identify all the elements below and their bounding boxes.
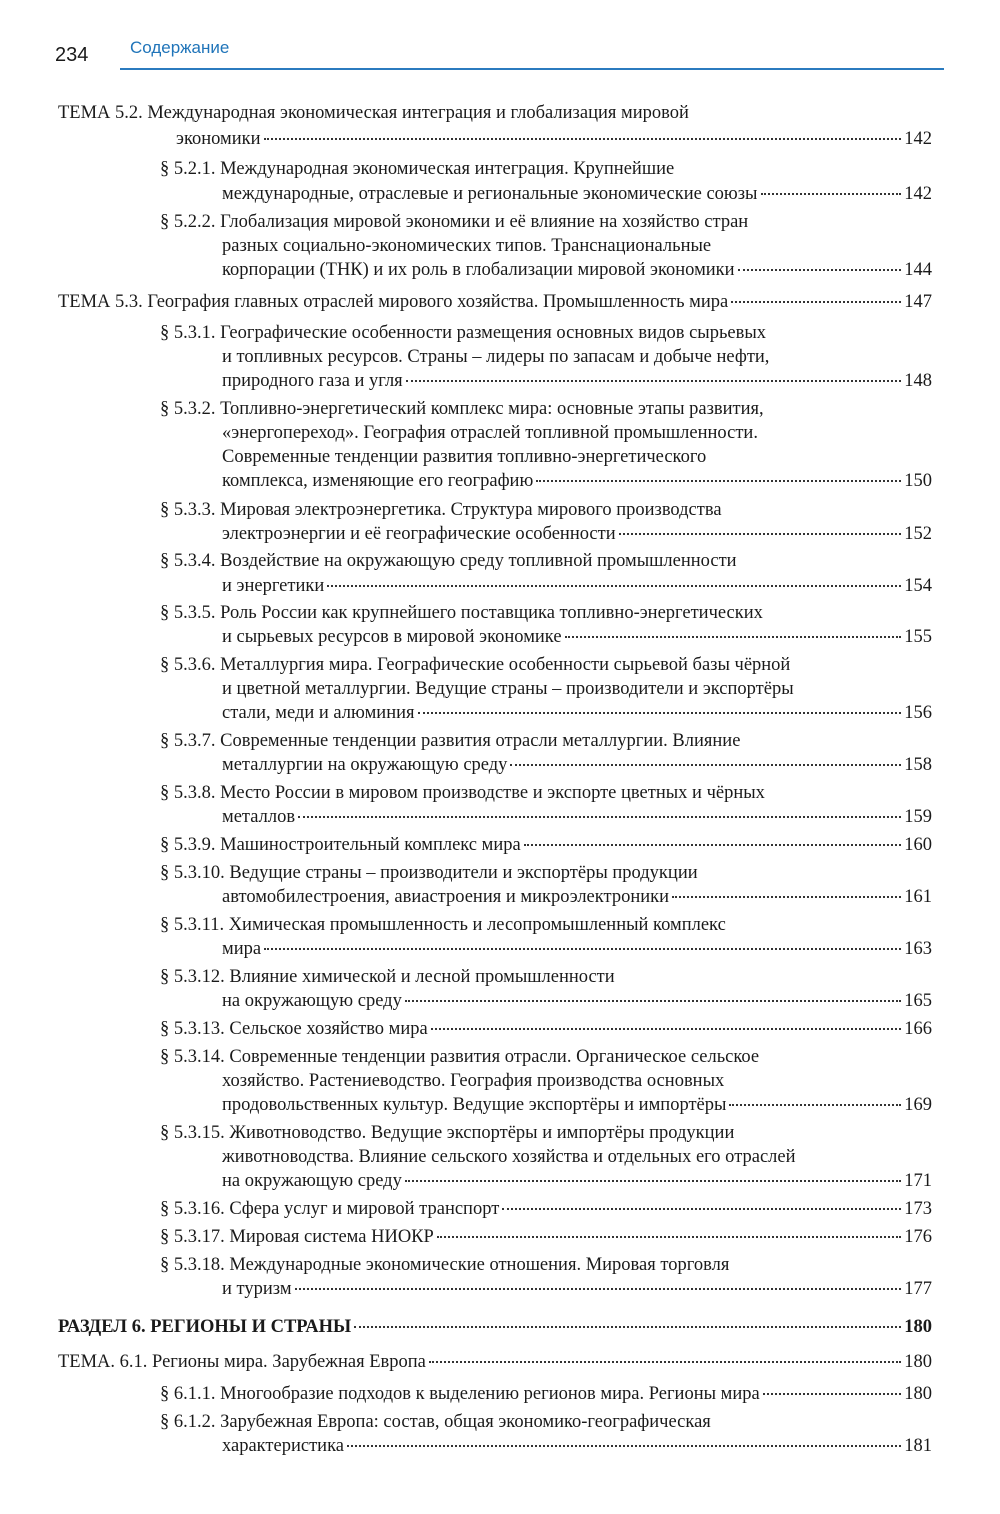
toc-line — [58, 1352, 932, 1374]
dot-leader — [429, 1361, 901, 1363]
toc-page-number: 161 — [904, 887, 932, 907]
toc-page-number: 150 — [904, 471, 932, 491]
toc-entry-label: ТЕМА 5.2. Международная экономическая интеграция и глобализация мировой — [58, 103, 689, 123]
toc-entry-label: Современные тенденции развития топливно-энергетического — [222, 447, 707, 467]
toc-entry-label: металлов — [222, 807, 296, 827]
toc-entry-label: ТЕМА 5.3. География главных отраслей мирового хозяйства. Промышленность мира — [58, 292, 729, 312]
toc-page-number: 152 — [904, 524, 932, 544]
toc-entry-label: РАЗДЕЛ 6. РЕГИОНЫ И СТРАНЫ — [58, 1317, 352, 1337]
toc-line — [160, 323, 766, 345]
dot-leader — [295, 1288, 902, 1290]
toc-entry-label: § 5.3.4. Воздействие на окружающую среду топливной промышленности — [160, 551, 737, 571]
toc-entry-label: природного газа и угля — [222, 371, 403, 391]
toc-page-number: 169 — [904, 1095, 932, 1115]
toc-entry-label: и цветной металлургии. Ведущие страны – производители и экспортёры — [222, 679, 794, 699]
toc-line — [160, 1123, 734, 1145]
toc-line — [160, 967, 615, 989]
running-title: Содержание — [130, 38, 230, 57]
toc-entry-label: § 5.2.2. Глобализация мировой экономики и её влияние на хозяйство стран — [160, 212, 749, 232]
toc-entry-label: § 5.3.7. Современные тенденции развития отрасли металлургии. Влияние — [160, 731, 741, 751]
toc-entry-label: § 6.1.2. Зарубежная Европа: состав, общая экономико-географическая — [160, 1412, 711, 1432]
toc-line — [222, 627, 932, 649]
toc-entry-label: автомобилестроения, авиастроения и микроэлектроники — [222, 887, 670, 907]
toc-line — [222, 347, 769, 369]
dot-leader — [731, 301, 901, 303]
toc-line — [222, 423, 758, 445]
dot-leader — [729, 1104, 901, 1106]
toc-line — [222, 524, 932, 546]
toc-line — [222, 184, 932, 206]
toc-line — [222, 260, 932, 282]
toc-page-number: 163 — [904, 939, 932, 959]
dot-leader — [406, 380, 902, 382]
toc-entry-label: металлургии на окружающую среду — [222, 755, 508, 775]
toc-entry-label: § 5.3.13. Сельское хозяйство мира — [160, 1019, 428, 1039]
toc-page-number: 142 — [904, 184, 932, 204]
toc-line — [160, 603, 763, 625]
dot-leader — [264, 948, 901, 950]
dot-leader — [761, 193, 902, 195]
toc-entry-label: § 5.3.9. Машиностроительный комплекс мира — [160, 835, 521, 855]
toc-line — [222, 1095, 932, 1117]
toc-page-number: 180 — [904, 1317, 932, 1337]
toc-page-number: 160 — [904, 835, 932, 855]
toc-entry-label: международные, отраслевые и региональные экономические союзы — [222, 184, 758, 204]
toc-entry-label: хозяйство. Растениеводство. География производства основных — [222, 1071, 725, 1091]
toc-line — [160, 1227, 932, 1249]
toc-entry-label: § 5.3.8. Место России в мировом производстве и экспорте цветных и чёрных — [160, 783, 765, 803]
toc-line — [222, 236, 711, 258]
toc-line — [160, 1199, 932, 1221]
toc-entry-label: и туризм — [222, 1279, 292, 1299]
dot-leader — [405, 1180, 901, 1182]
dot-leader — [502, 1208, 901, 1210]
toc-page-number: 173 — [904, 1199, 932, 1219]
toc-line — [222, 807, 932, 829]
dot-leader — [405, 1000, 901, 1002]
toc-line — [160, 551, 737, 573]
toc-line — [222, 1436, 932, 1458]
toc-line — [222, 1171, 932, 1193]
dot-leader — [327, 585, 901, 587]
toc-entry-label: комплекса, изменяющие его географию — [222, 471, 534, 491]
dot-leader — [347, 1445, 901, 1447]
toc-line — [160, 1384, 932, 1406]
toc-entry-label: § 5.3.16. Сфера услуг и мировой транспорт — [160, 1199, 500, 1219]
toc-line — [160, 159, 674, 181]
toc-entry-label: § 5.3.3. Мировая электроэнергетика. Структура мирового производства — [160, 500, 722, 520]
toc-line — [222, 447, 706, 469]
toc-page-number: 171 — [904, 1171, 932, 1191]
toc-entry-label: продовольственных культур. Ведущие экспортёры и импортёры — [222, 1095, 727, 1115]
toc-entry-label: характеристика — [222, 1436, 344, 1456]
toc-entry-label: ТЕМА. 6.1. Регионы мира. Зарубежная Европа — [58, 1352, 426, 1372]
toc-page-number: 154 — [904, 576, 932, 596]
toc-line — [176, 129, 932, 151]
toc-page-number: 155 — [904, 627, 932, 647]
toc-page-number: 177 — [904, 1279, 932, 1299]
toc-line — [160, 1412, 711, 1434]
dot-leader — [510, 764, 901, 766]
toc-entry-label: § 5.3.12. Влияние химической и лесной промышленности — [160, 967, 615, 987]
toc-line — [58, 292, 932, 314]
toc-page-number: 156 — [904, 703, 932, 723]
toc-entry-label: и энергетики — [222, 576, 325, 596]
toc-line — [160, 212, 748, 234]
dot-leader — [354, 1326, 901, 1328]
toc-page-number: 158 — [904, 755, 932, 775]
dot-leader — [763, 1393, 902, 1395]
toc-line — [160, 731, 740, 753]
dot-leader — [619, 533, 902, 535]
toc-line — [222, 939, 932, 961]
toc-entry-label: § 6.1.1. Многообразие подходов к выделению регионов мира. Регионы мира — [160, 1384, 760, 1404]
toc-line — [160, 835, 932, 857]
toc-page-number: 181 — [904, 1436, 932, 1456]
toc-line — [222, 371, 932, 393]
toc-entry-label: и сырьевых ресурсов в мировой экономике — [222, 627, 562, 647]
toc-page-number: 159 — [904, 807, 932, 827]
toc-entry-label: § 5.3.18. Международные экономические отношения. Мировая торговля — [160, 1255, 730, 1275]
dot-leader — [431, 1028, 901, 1030]
toc-line — [58, 103, 689, 125]
toc-line — [58, 1317, 932, 1339]
toc-entry-label: § 5.3.15. Животноводство. Ведущие экспортёры и импортёры продукции — [160, 1123, 735, 1143]
toc-entry-label: корпорации (ТНК) и их роль в глобализации мировой экономики — [222, 260, 735, 280]
toc-entry-label: § 5.3.5. Роль России как крупнейшего поставщика топливно-энергетических — [160, 603, 763, 623]
toc-line — [222, 887, 932, 909]
toc-line — [222, 1279, 932, 1301]
toc-line — [160, 783, 765, 805]
toc-page-number: 148 — [904, 371, 932, 391]
dot-leader — [298, 816, 901, 818]
toc-line — [222, 755, 932, 777]
dot-leader — [437, 1236, 901, 1238]
toc-line — [222, 679, 794, 701]
toc-line — [160, 915, 726, 937]
toc-page-number: 165 — [904, 991, 932, 1011]
toc-entry-label: мира — [222, 939, 262, 959]
dot-leader — [418, 712, 902, 714]
toc-entry-label: § 5.3.14. Современные тенденции развития отрасли. Органическое сельское — [160, 1047, 760, 1067]
toc-line — [160, 655, 790, 677]
toc-page-number: 180 — [904, 1384, 932, 1404]
toc-entry-label: электроэнергии и её географические особенности — [222, 524, 616, 544]
dot-leader — [672, 896, 901, 898]
toc-entry-label: § 5.3.10. Ведущие страны – производители и экспортёры продукции — [160, 863, 698, 883]
toc-line — [160, 1019, 932, 1041]
toc-line — [222, 1147, 796, 1169]
toc-line — [160, 1047, 759, 1069]
toc-entry-label: на окружающую среду — [222, 1171, 402, 1191]
toc-entry-label: на окружающую среду — [222, 991, 402, 1011]
toc-page-number: 147 — [904, 292, 932, 312]
toc-page-number: 166 — [904, 1019, 932, 1039]
toc-line — [160, 500, 722, 522]
toc-line — [222, 471, 932, 493]
toc-entry-label: § 5.3.6. Металлургия мира. Географические особенности сырьевой базы чёрной — [160, 655, 791, 675]
toc-entry-label: § 5.2.1. Международная экономическая интеграция. Крупнейшие — [160, 159, 675, 179]
toc-entry-label: экономики — [176, 129, 261, 149]
toc-entry-label: животноводства. Влияние сельского хозяйства и отдельных его отраслей — [222, 1147, 796, 1167]
toc-entry-label: § 5.3.2. Топливно-энергетический комплекс мира: основные этапы развития, — [160, 399, 764, 419]
toc-entry-label: стали, меди и алюминия — [222, 703, 415, 723]
toc-line — [222, 1071, 724, 1093]
dot-leader — [264, 138, 902, 140]
toc-line — [222, 991, 932, 1013]
page-number: 234 — [55, 44, 89, 66]
toc-page-number: 142 — [904, 129, 932, 149]
dot-leader — [738, 269, 902, 271]
toc-entry-label: разных социально-экономических типов. Транснациональные — [222, 236, 712, 256]
toc-entry-label: «энергопереход». География отраслей топливной промышленности. — [222, 423, 758, 443]
toc-line — [160, 863, 698, 885]
dot-leader — [565, 636, 902, 638]
toc-entry-label: и топливных ресурсов. Страны – лидеры по запасам и добыче нефти, — [222, 347, 770, 367]
toc-page-number: 144 — [904, 260, 932, 280]
toc-entry-label: § 5.3.17. Мировая система НИОКР — [160, 1227, 434, 1247]
toc-page-number: 180 — [904, 1352, 932, 1372]
toc-entry-label: § 5.3.1. Географические особенности размещения основных видов сырьевых — [160, 323, 767, 343]
toc-line — [222, 703, 932, 725]
toc-entry-label: § 5.3.11. Химическая промышленность и лесопромышленный комплекс — [160, 915, 726, 935]
toc-line — [222, 576, 932, 598]
dot-leader — [536, 480, 901, 482]
dot-leader — [524, 844, 902, 846]
toc-line — [160, 399, 764, 421]
toc-line — [160, 1255, 729, 1277]
toc-page-number: 176 — [904, 1227, 932, 1247]
